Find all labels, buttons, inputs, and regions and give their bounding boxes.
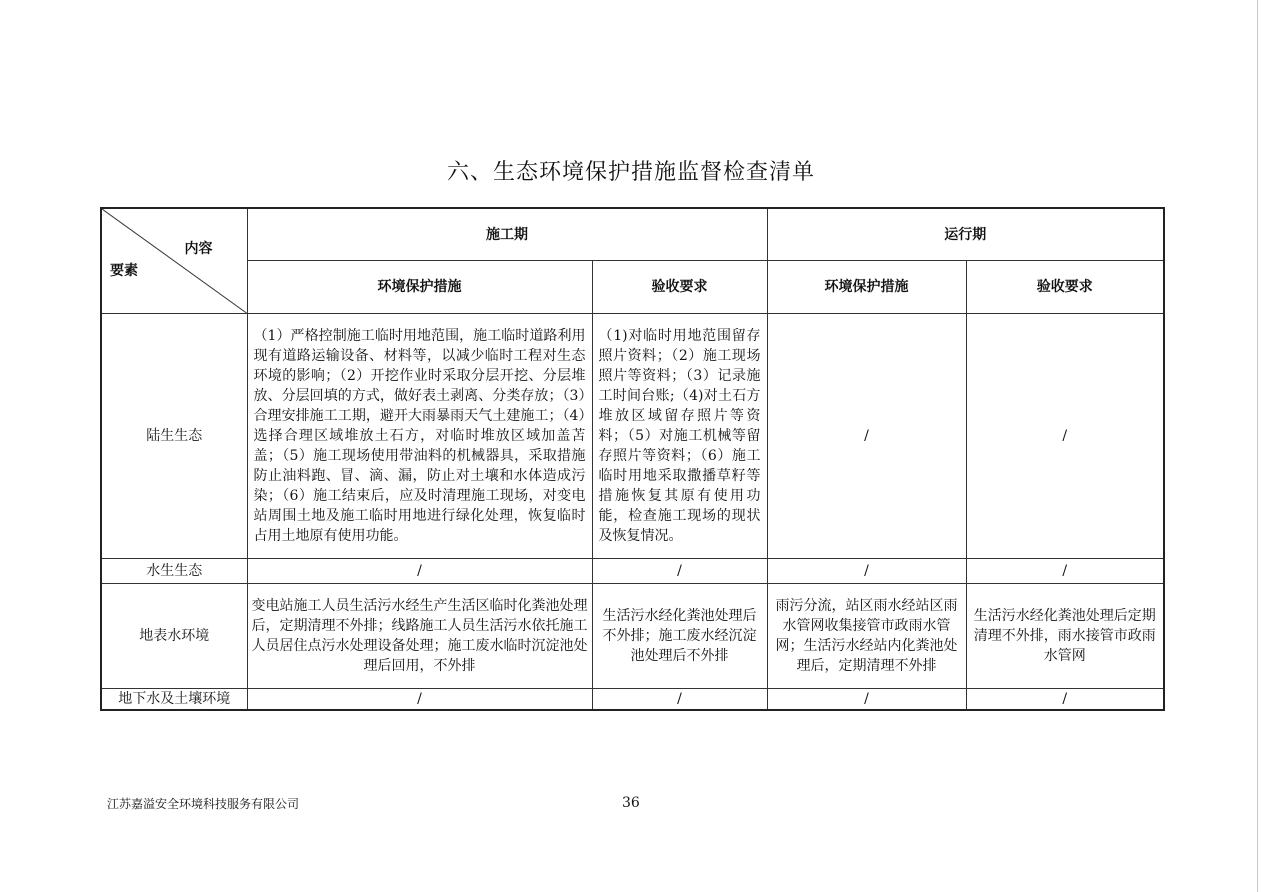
construction-acceptance-cell: （1)对临时用地范围留存照片资料；（2）施工现场照片等资料；（3）记录施工时间台账;（4)对土石方堆放区域留存照片等资料；（5）对施工机械等留存照片等资料；（6）施工临时用地采取撒播草籽等措施恢复其原有使用功能，检查施工现场的现状及恢复情况。 xyxy=(592,314,767,559)
construction-measures-cell: / xyxy=(247,559,592,584)
construction-measures-cell: 变电站施工人员生活污水经生产生活区临时化粪池处理后，定期清理不外排；线路施工人员生活污水依托施工人员居住点污水处理设备处理；施工废水临时沉淀池处理后回用，不外排 xyxy=(247,584,592,689)
construction-acceptance-header: 验收要求 xyxy=(592,261,767,314)
row-element: 地表水环境 xyxy=(101,584,247,689)
element-label: 要素 xyxy=(110,263,138,279)
page-edge-line xyxy=(1257,0,1258,892)
operation-measures-cell: / xyxy=(767,559,966,584)
operation-measures-cell: 雨污分流，站区雨水经站区雨水管网收集接管市政雨水管网；生活污水经站内化粪池处理后，定期清理不外排 xyxy=(767,584,966,689)
table-row xyxy=(101,584,1164,689)
construction-acceptance-cell: / xyxy=(592,559,767,584)
construction-measures-cell: （1）严格控制施工临时用地范围，施工临时道路利用现有道路运输设备、材料等，以减少临时工程对生态环境的影响；（2）开挖作业时采取分层开挖、分层堆放、分层回填的方式，做好表土剥离、分类存放；（3）合理安排施工工期，避开大雨暴雨天气土建施工；（4）选择合理区域堆放土石方，对临时堆放区域加盖苫盖；（5）施工现场使用带油料的机械器具，采取措施防止油料跑、冒、滴、漏，防止对土壤和水体造成污染；（6）施工结束后，应及时清理施工现场，对变电站周围土地及施工临时用地进行绿化处理，恢复临时占用土地原有使用功能。 xyxy=(247,314,592,559)
diagonal-header-cell xyxy=(101,208,247,314)
document-title: 六、生态环境保护措施监督检查清单 xyxy=(446,160,815,185)
operation-acceptance-cell: / xyxy=(966,689,1164,711)
construction-acceptance-cell: / xyxy=(592,689,767,711)
page-number: 36 xyxy=(622,795,640,811)
operation-measures-header: 环境保护措施 xyxy=(767,261,966,314)
operation-acceptance-cell: 生活污水经化粪池处理后定期清理不外排，雨水接管市政雨水管网 xyxy=(966,584,1164,689)
operation-measures-cell: / xyxy=(767,689,966,711)
row-element: 地下水及土壤环境 xyxy=(101,689,247,711)
row-element: 水生生态 xyxy=(101,559,247,584)
row-element: 陆生生态 xyxy=(101,314,247,559)
operation-measures-cell: / xyxy=(767,314,966,559)
header-row-columns xyxy=(101,261,1164,314)
supervision-checklist-table xyxy=(100,207,1165,711)
content-label: 内容 xyxy=(184,241,213,257)
table-row xyxy=(101,559,1164,584)
operation-acceptance-header: 验收要求 xyxy=(966,261,1164,314)
operation-acceptance-cell: / xyxy=(966,559,1164,584)
table-row xyxy=(101,689,1164,711)
operation-acceptance-cell: / xyxy=(966,314,1164,559)
construction-acceptance-cell: 生活污水经化粪池处理后不外排；施工废水经沉淀池处理后不外排 xyxy=(592,584,767,689)
operation-period-header: 运行期 xyxy=(767,208,1164,261)
header-row-period xyxy=(101,208,1164,261)
construction-period-header: 施工期 xyxy=(247,208,767,261)
table-row xyxy=(101,314,1164,559)
construction-measures-cell: / xyxy=(247,689,592,711)
construction-measures-header: 环境保护措施 xyxy=(247,261,592,314)
footer-company: 江苏嘉溢安全环境科技服务有限公司 xyxy=(107,797,300,811)
